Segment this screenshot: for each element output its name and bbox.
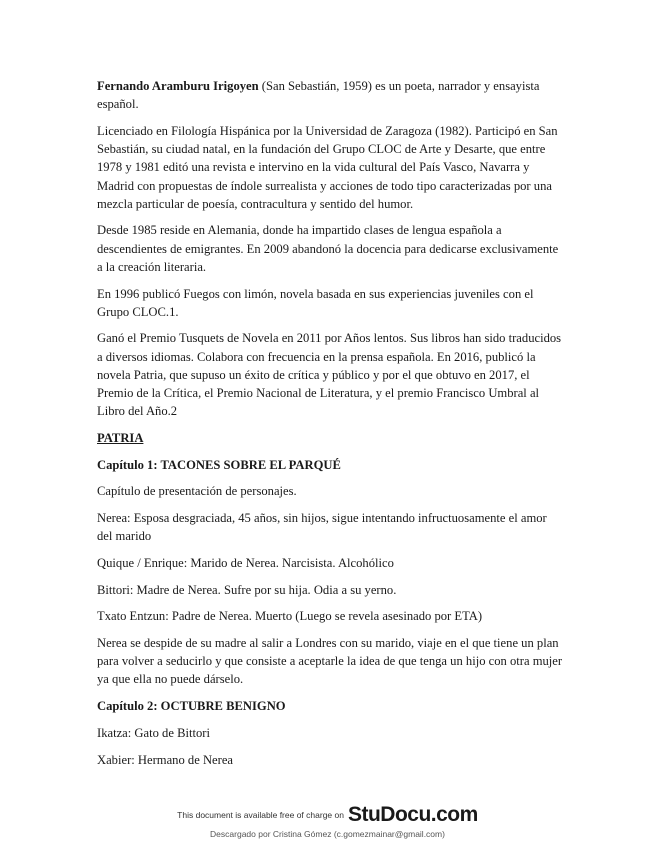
studocu-logo-link[interactable]: StuDocu.com bbox=[347, 803, 478, 826]
bio-paragraph-intro bbox=[97, 77, 565, 113]
character-ikatza: Ikatza: Gato de Bittori bbox=[97, 725, 210, 740]
footer-availability bbox=[0, 803, 655, 827]
character-nerea: Nerea: Esposa desgraciada, 45 años, sin hijos, sigue intentando infructuosamente el amor del marido bbox=[97, 511, 547, 544]
character-quique: Quique / Enrique: Marido de Nerea. Narcisista. Alcohólico bbox=[97, 555, 394, 570]
character-xabier: Xabier: Hermano de Nerea bbox=[97, 752, 234, 767]
bio-paragraph-germany: Desde 1985 reside en Alemania, donde ha impartido clases de lengua española a descendientes de emigrantes. En 2009 abandonó la docencia para dedicarse exclusivamente a la creación literaria. bbox=[97, 223, 559, 274]
chapter-1-title: Capítulo 1: TACONES SOBRE EL PARQUÉ bbox=[97, 457, 341, 472]
footer-download-credit: Descargado por Cristina Gómez (c.gomezmainar@gmail.com) bbox=[210, 829, 445, 839]
character-txato: Txato Entzun: Padre de Nerea. Muerto (Luego se revela asesinado por ETA) bbox=[97, 609, 483, 624]
chapter-1-intro: Capítulo de presentación de personajes. bbox=[97, 484, 297, 499]
availability-text: This document is available free of charge on bbox=[177, 810, 344, 820]
character-bittori: Bittori: Madre de Nerea. Sufre por su hija. Odia a su yerno. bbox=[97, 582, 397, 597]
bio-paragraph-awards: Ganó el Premio Tusquets de Novela en 2011 por Años lentos. Sus libros han sido traducidos a diversos idiomas. Colabora con frecuencia en la prensa española. En 2016, publicó la novela Patria, que supuso un éxito de crítica y público y por el que obtuvo en 2017, el Premio de la Crítica, el Premio Nacional de Literatura, y el premio Francisco Umbral al Libro del Año.2 bbox=[97, 331, 562, 419]
chapter-1-summary: Nerea se despide de su madre al salir a Londres con su marido, viaje en el que tiene un plan para volver a seducirlo y que consiste a aceptarle la idea de que tenga un hijo con otra mujer ya que ella no puede dárselo. bbox=[97, 636, 563, 687]
section-title: PATRIA bbox=[97, 430, 144, 445]
bio-intro-text: (San Sebastián, 1959) es un poeta, narrador y ensayista español. bbox=[97, 79, 540, 112]
bio-paragraph-education: Licenciado en Filología Hispánica por la Universidad de Zaragoza (1982). Participó en San Sebastián, su ciudad natal, en la fundación del Grupo CLOC de Arte y Desarte, que entre 1978 y 1981 editó una revista e intervino en la vida cultural del País Vasco, Navarra y Madrid con propuestas de índole surrealista y acciones de todo tipo caracterizadas por una mezcla particular de poesía, contracultura y sentido del humor. bbox=[97, 123, 558, 211]
bio-paragraph-fuegos: En 1996 publicó Fuegos con limón, novela basada en sus experiencias juveniles con el Grupo CLOC.1. bbox=[97, 286, 534, 319]
document-body bbox=[97, 77, 565, 777]
author-name: Fernando Aramburu Irigoyen bbox=[97, 79, 259, 93]
chapter-2-title: Capítulo 2: OCTUBRE BENIGNO bbox=[97, 699, 286, 714]
